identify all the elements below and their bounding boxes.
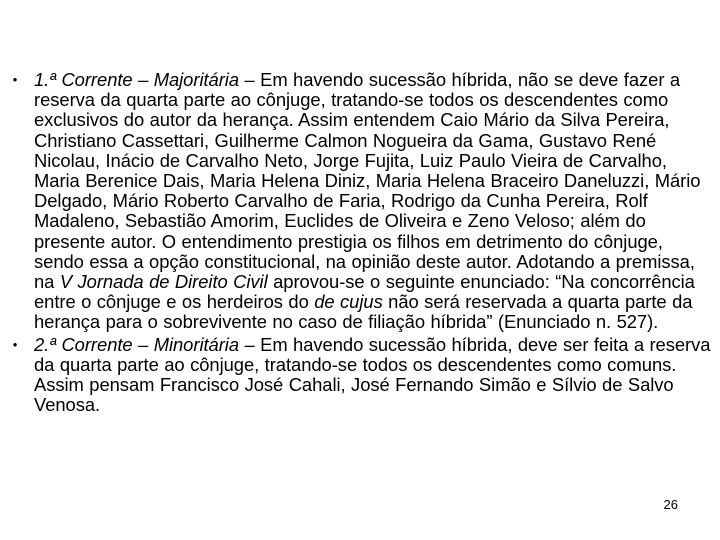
bullet-dot-icon: • [12, 336, 18, 352]
current-text: – Em havendo sucessão híbrida, não se deve fazer a reserva da quarta parte ao cônjuge, tratando-se todos os descendentes como exclusivos do autor da herança. Assim entendem Caio Mário da Silva Pereira, Christiano Cassettari, Guilherme Calmon Nogueira da Gama, Gustavo René Nicolau, Inácio de Carvalho Neto, Jorge Fujita, Luiz Paulo Vieira de Carvalho, Maria Berenice Dais, Maria Helena Diniz, Maria Helena Braceiro Daneluzzi, Mário Delgado, Mário Roberto Carvalho de Faria, Rodrigo da Cunha Pereira, Rolf Madaleno, Sebastião Amorim, Euclides de Oliveira e Zeno Veloso; além do presente autor. O entendimento prestigia os filhos em detrimento do cônjuge, sendo essa a opção constitucional, na opinião deste autor. Adotando a premissa, na [34, 69, 701, 293]
bullet-list [8, 70, 714, 415]
current-text: não será reservada a quarta parte da herança para o sobrevivente no caso de filiação híbrida” (Enunciado n. 527). [34, 291, 693, 333]
jornada-reference: V Jornada de Direito Civil [59, 271, 268, 293]
latin-term: de cujus [314, 291, 383, 313]
current-text: aprovou-se o seguinte enunciado: “Na concorrência entre o cônjuge e os herdeiros do [34, 271, 695, 313]
page-number: 26 [663, 497, 678, 512]
current-title: 1.ª Corrente – Majoritária [34, 69, 239, 90]
bullet-minority-current [8, 335, 714, 416]
bullet-dot-icon: • [12, 72, 18, 87]
bullet-majority-current [8, 70, 714, 333]
current-text: – Em havendo sucessão híbrida, deve ser feita a reserva da quarta parte ao cônjuge, tratando-se todos os descendentes como comuns. Assim pensam Francisco José Cahali, José Fernando Simão e Sílvio de Salvo Venosa. [34, 333, 711, 416]
current-title: 2.ª Corrente – Minoritária [34, 333, 239, 355]
